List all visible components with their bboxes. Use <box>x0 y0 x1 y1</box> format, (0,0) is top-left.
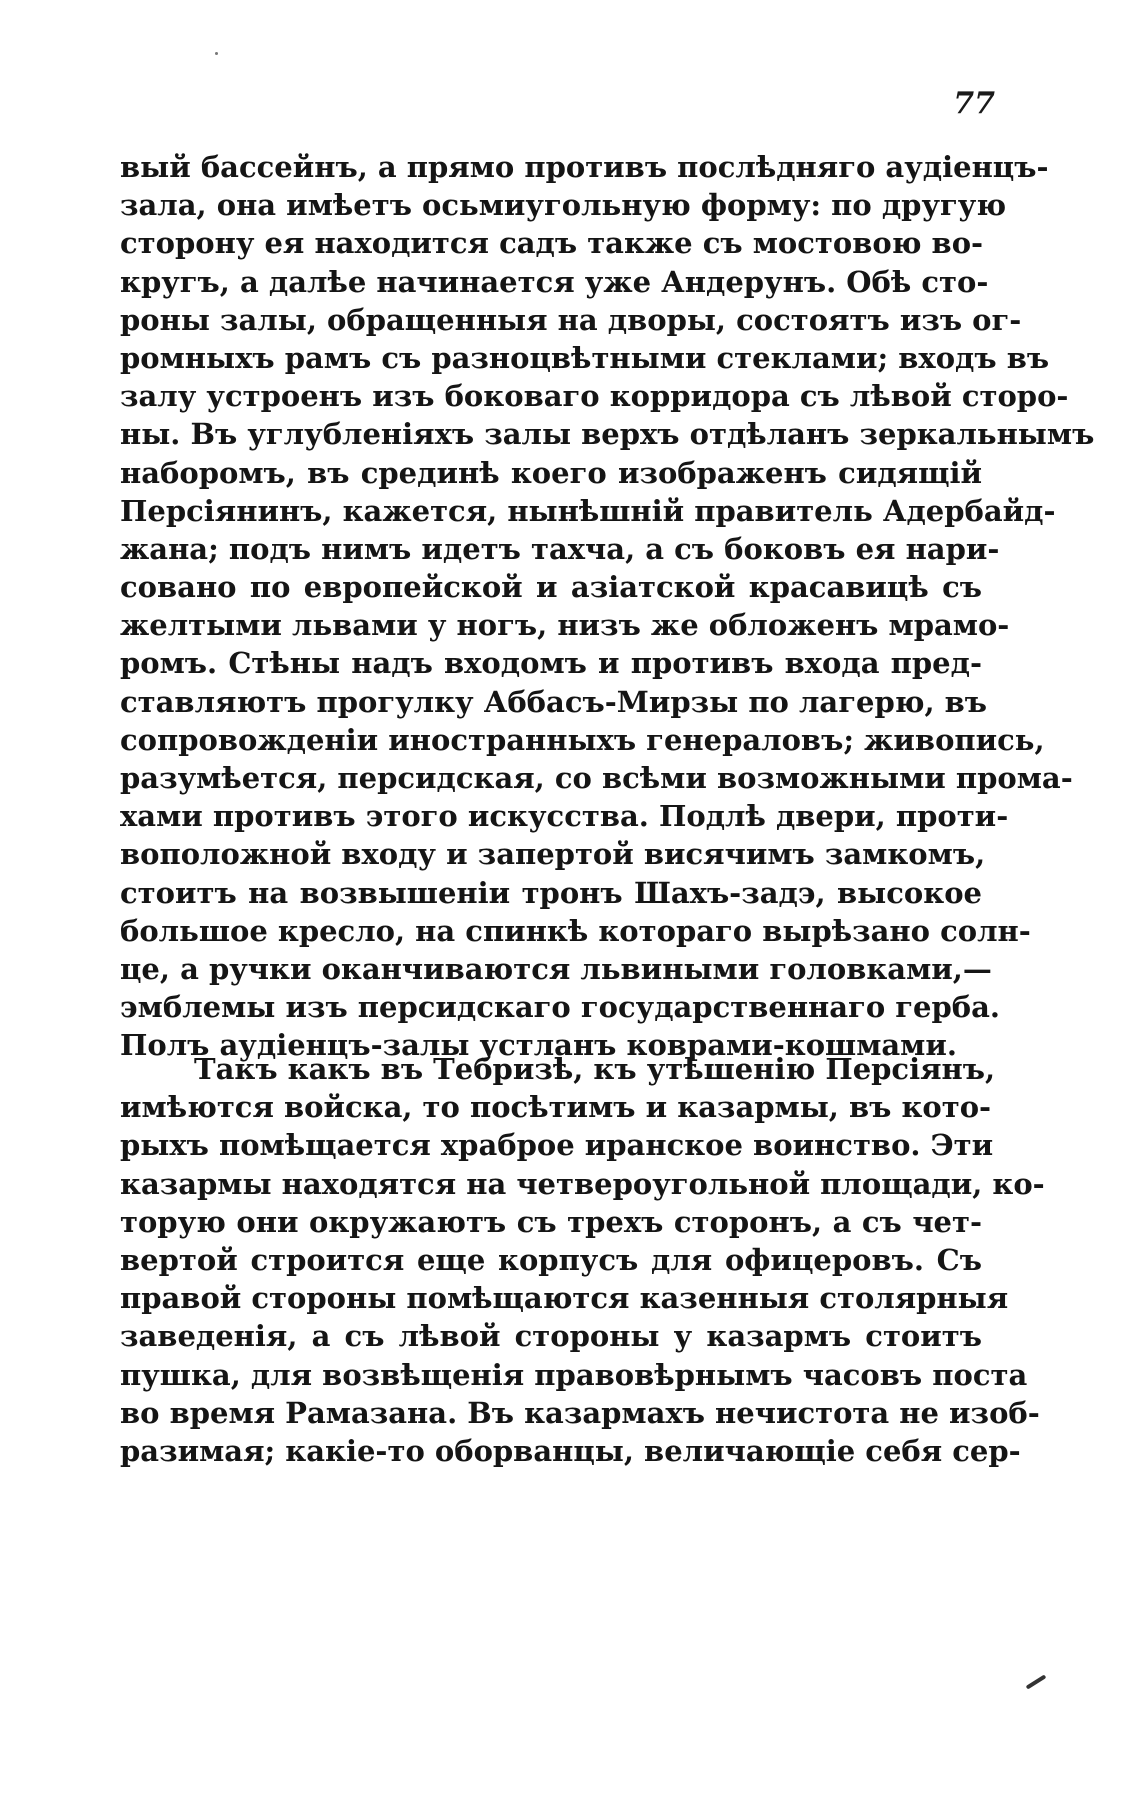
text-line: вертой строится еще корпусъ для офицеровъ. Съ <box>120 1242 982 1277</box>
text-line: казармы находятся на четвероугольной площади, ко- <box>120 1166 1045 1201</box>
text-line: Такъ какъ въ Тебризѣ, къ утѣшенію Персіянъ, <box>194 1052 996 1086</box>
text-line: правой стороны помѣщаются казенныя столярныя <box>120 1281 1009 1316</box>
text-line: наборомъ, въ срединѣ коего изображенъ сидящій <box>120 455 982 490</box>
text-line: сопровожденіи иностранныхъ генераловъ; живопись, <box>120 722 1045 757</box>
text-line: ны. Въ углубленіяхъ залы верхъ отдѣланъ зеркальнымъ <box>120 417 1095 452</box>
text-line: сторону ея находится садъ также съ мостовою во- <box>120 226 984 261</box>
text-line: желтыми львами у ногъ, низъ же обложенъ мрамо- <box>120 608 1010 643</box>
text-line: жана; подъ нимъ идетъ тахча, а съ боковъ ея нари- <box>120 531 1000 566</box>
text-line: рыхъ помѣщается храброе иранское воинство. Эти <box>120 1128 994 1163</box>
text-line: заведенія, а съ лѣвой стороны у казармъ стоитъ <box>120 1319 982 1354</box>
text-line: Полъ аудіенцъ-залы устланъ коврами-кошмами. <box>120 1028 957 1063</box>
text-line: стоитъ на возвышеніи тронъ Шахъ-задэ, высокое <box>120 875 982 910</box>
text-line: хами противъ этого искусства. Подлѣ двери, проти- <box>120 799 1009 834</box>
text-line: залу устроенъ изъ боковаго корридора съ лѣвой сторо- <box>120 379 1069 414</box>
paragraph-2 <box>120 1050 1045 1470</box>
text-line: имѣются войска, то посѣтимъ и казармы, въ кото- <box>120 1090 992 1125</box>
text-line: эмблемы изъ персидскаго государственнаго герба. <box>120 990 1000 1025</box>
text-line: роны залы, обращенныя на дворы, состоятъ изъ ог- <box>120 302 1022 337</box>
text-line: совано по европейской и азіатской красавицѣ съ <box>120 570 982 605</box>
text-line: Персіянинъ, кажется, нынѣшній правитель Адербайд- <box>120 493 1056 528</box>
text-line: во время Рамазана. Въ казармахъ нечистота не изоб- <box>120 1395 1040 1430</box>
text-line: разимая; какіе-то оборванцы, величающіе себя сер- <box>120 1433 1021 1468</box>
text-line: кругъ, а далѣе начинается уже Андерунъ. Обѣ сто- <box>120 264 989 299</box>
paragraph-1 <box>120 148 1095 1065</box>
text-line: воположной входу и запертой висячимъ замкомъ, <box>120 837 986 872</box>
text-line: ромныхъ рамъ съ разноцвѣтными стеклами; входъ въ <box>120 340 1050 375</box>
text-line: це, а ручки оканчиваются львиными головками,— <box>120 951 992 986</box>
text-line: вый бассейнъ, а прямо противъ послѣдняго аудіенцъ- <box>120 150 1049 184</box>
text-line: разумѣется, персидская, со всѣми возможными прома- <box>120 761 1073 795</box>
text-line: ставляютъ прогулку Аббасъ-Мирзы по лагерю, въ <box>120 684 988 719</box>
text-line: торую они окружаютъ съ трехъ сторонъ, а съ чет- <box>120 1204 982 1239</box>
text-line: зала, она имѣетъ осьмиугольную форму: по другую <box>120 188 1007 223</box>
text-line: большое кресло, на спинкѣ котораго вырѣзано солн- <box>120 913 1031 948</box>
page-number: 77 <box>953 86 995 121</box>
ink-mark <box>1026 1674 1047 1689</box>
text-line: ромъ. Стѣны надъ входомъ и противъ входа пред- <box>120 646 982 681</box>
text-line: пушка, для возвѣщенія правовѣрнымъ часовъ поста <box>120 1357 1028 1392</box>
print-speck <box>215 52 218 55</box>
